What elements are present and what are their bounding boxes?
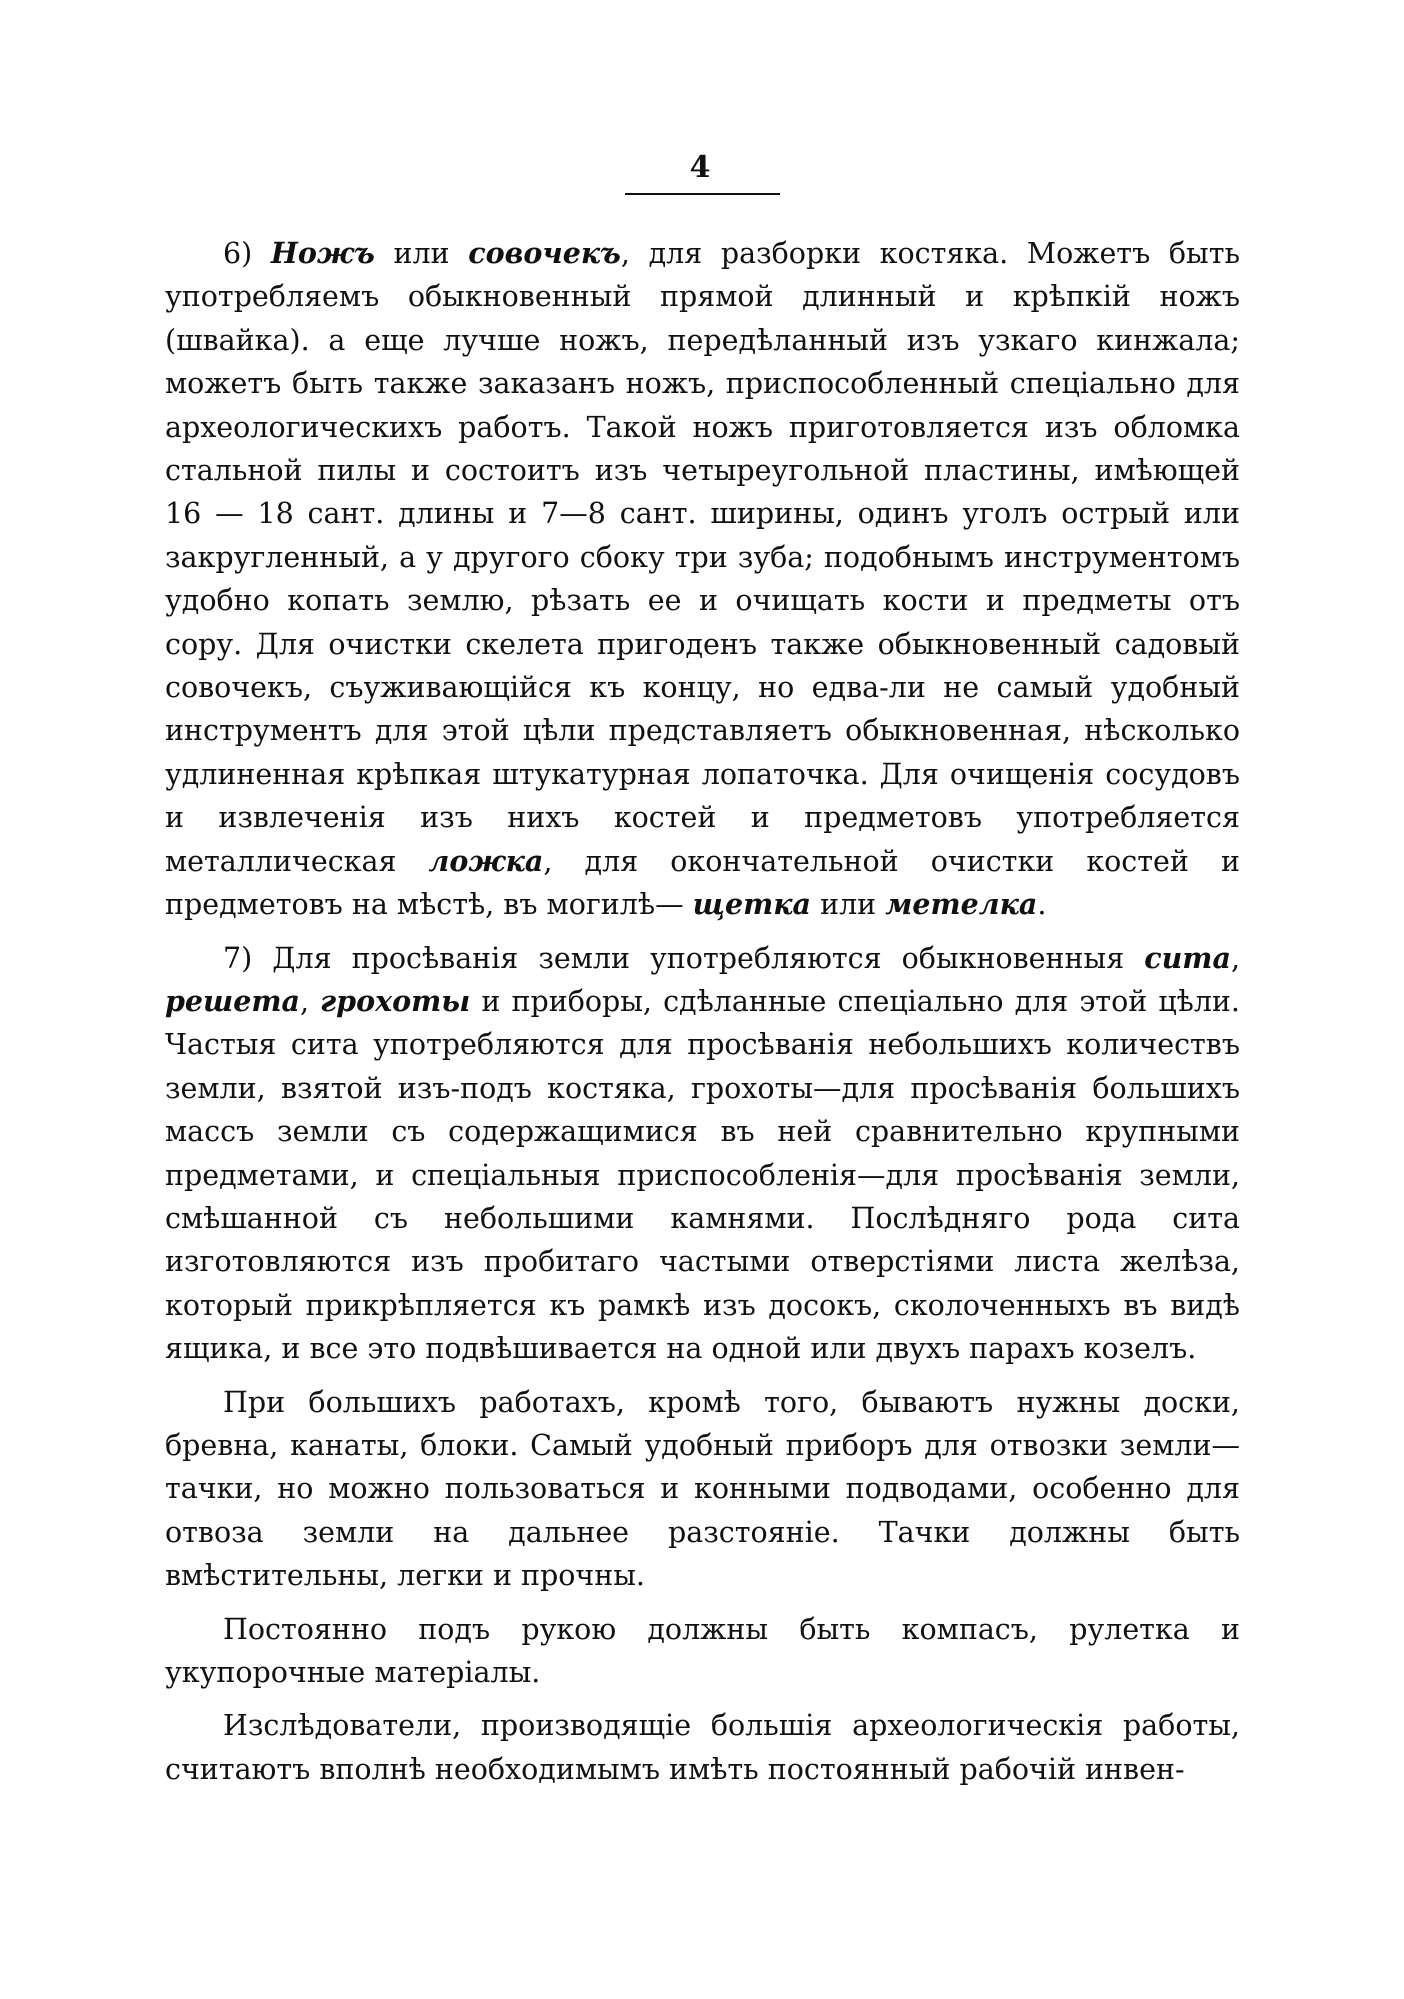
emphasis-term: решета	[165, 983, 300, 1018]
text-run: или	[811, 888, 886, 922]
emphasis-term: совочекъ	[468, 236, 621, 270]
text-run: , для окончательной очистки костей и предметовъ на мѣстѣ, въ могилѣ—	[165, 844, 1240, 922]
page-number-rule	[625, 193, 780, 195]
paragraph-large-works	[165, 1381, 1240, 1598]
text-run: или	[374, 237, 469, 270]
emphasis-term: Ножъ	[270, 236, 375, 270]
text-run: Постоянно подъ рукою должны быть компасъ, рулетка и укупорочные матеріалы.	[165, 1612, 1240, 1689]
emphasis-term: метелка	[885, 887, 1038, 922]
paragraph-7-sieves	[165, 937, 1240, 1371]
page-number: 4	[689, 150, 711, 185]
text-run: ,	[1230, 941, 1240, 975]
paragraph-compass	[165, 1608, 1240, 1695]
text-run: 7) Для просѣванія земли употребляются обыкновенныя	[223, 941, 1145, 975]
text-run: Изслѣдователи, производящіе большія археологическія работы, считаютъ вполнѣ необходимымъ имѣть постоянный рабочій инвен-	[165, 1709, 1240, 1786]
emphasis-term: грохоты	[320, 983, 471, 1018]
text-run: и приборы, сдѣланные спеціально для этой цѣли. Частыя сита употребляются для просѣванія небольшихъ количествъ земли, взятой изъ-подъ костяка, грохоты—для просѣванія большихъ массъ земли съ содержащимися въ ней сравнительно крупными предметами, и спеціальныя приспособленія—для просѣванія земли, смѣшанной съ небольшими камнями. Послѣдняго рода сита изготовляются изъ пробитаго частыми отверстіями листа желѣза, который прикрѣпляется къ рамкѣ изъ досокъ, сколоченныхъ въ видѣ ящика, и все это подвѣшивается на одной или двухъ парахъ козелъ.	[165, 984, 1240, 1366]
text-run: 6)	[223, 237, 271, 270]
text-run: , для разборки костяка. Можетъ быть употребляемъ обыкновенный прямой длинный и крѣпкій ножъ (швайка). а еще лучше ножъ, передѣланный изъ узкаго кинжала; можетъ быть также заказанъ ножъ, приспособленный спеціально для археологическихъ работъ. Такой ножъ приготовляется изъ обломка стальной пилы и состоитъ изъ четыреугольной пластины, имѣющей 16 — 18 сант. длины и 7—8 сант. ширины, одинъ уголъ острый или закругленный, а у другого сбоку три зуба; подобнымъ инструментомъ удобно копать землю, рѣзать ее и очищать кости и предметы отъ сору. Для очистки скелета пригоденъ также обыкновенный садовый совочекъ, съуживающійся къ концу, но едва-ли не самый удобный инструментъ для этой цѣли представляетъ обыкновенная, нѣсколько удлиненная крѣпкая штукатурная лопаточка. Для очищенія сосудовъ и извлеченія изъ нихъ костей и предметовъ употребляется металлическая	[165, 237, 1240, 878]
body-text	[165, 232, 1240, 1791]
paragraph-researchers	[165, 1704, 1240, 1791]
text-run: .	[1037, 888, 1047, 922]
text-run: ,	[299, 984, 321, 1018]
text-run: При большихъ работахъ, кромѣ того, бываютъ нужны доски, бревна, канаты, блоки. Самый удобный приборъ для отвозки земли—тачки, но можно пользоваться и конными подводами, особенно для отвоза земли на дальнее разстояніе. Тачки должны быть вмѣстительны, легки и прочны.	[165, 1385, 1240, 1593]
paragraph-6-knife-trowel	[165, 232, 1240, 927]
emphasis-term: сита	[1144, 940, 1231, 975]
emphasis-term: щетка	[692, 887, 812, 922]
emphasis-term: ложка	[428, 843, 544, 878]
